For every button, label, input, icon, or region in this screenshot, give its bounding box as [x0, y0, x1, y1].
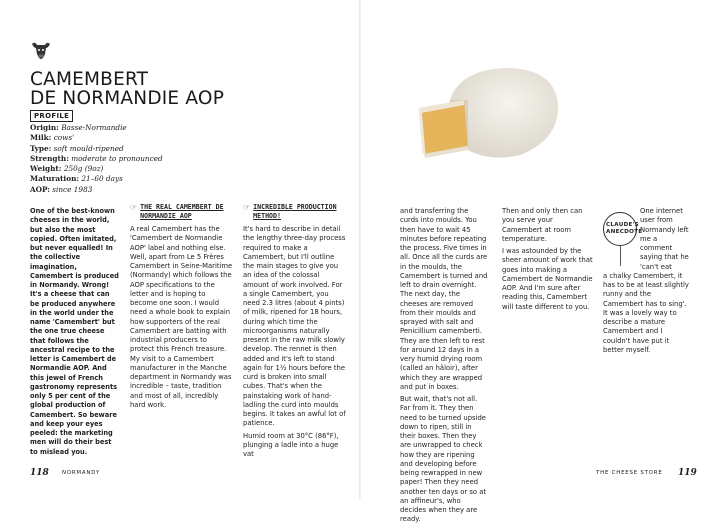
body-paragraph: It's hard to describe in detail the lengthy three-day process required to make a Camembert, but I'll outline the main stages to give you an idea of the colossal amount of work involved. For a single Camembert, you need 2.3 litres (about 4 pints) of milk, ripened for 18 hours, during which time the microorganisms naturally present in the raw milk slowly develop. The rennet is then added and it's left to stand again for 1½ hours before the curd is broken into small cubes. That's when the painstaking work of hand-ladling the curd into moulds begins. It takes an awful lot of patience. [243, 225, 346, 428]
anecdote-text: a chalky Camembert, it has to be at least slightly runny and the Camembert has to sing'. It was a lovely way to describe a mature Camembert and I couldn't have put it better myself. [603, 271, 689, 354]
profile-key: Origin: [30, 123, 59, 132]
pointing-hand-icon: ☞ [243, 203, 251, 212]
profile-row [30, 154, 163, 164]
profile-key: Strength: [30, 153, 69, 163]
profile-row [30, 164, 163, 174]
anecdote-lead: One internet user from Normandy left me a comment saying that he 'can't eat [640, 207, 689, 271]
anecdote-rule [620, 246, 621, 266]
page-gutter [359, 0, 361, 499]
column-production-method [243, 203, 346, 462]
page-number: 118 [30, 468, 49, 478]
intro-paragraph: One of the best-known cheeses in the world, but also the most copied. Often imitated, but never equalled! In the collective imagination, Camembert is produced in Normandy. Wrong! It's a cheese that can be produced anywhere in the world under the name 'Camembert' but the one true cheese that follows the ancestral recipe to the letter is Camembert de Normandie AOP. And this jewel of French gastronomy represents only 5 per cent of the global production of Camembert. So beware and keep your eyes peeled: the marketing men will do their best to mislead you. [30, 207, 119, 456]
title-line: DE NORMANDIE AOP [30, 88, 225, 109]
page-title [30, 70, 224, 108]
body-paragraph: A real Camembert has the 'Camembert de Normandie AOP' label and nothing else. Well, apart from Le 5 Frères Camembert in Seine-Maritime (Normandy) which follows the AOP specifications to the letter and is hoping to become one soon. I would need a whole book to explain how supporters of the real Camembert are batting with industrial producers to protect this French treasure. My visit to a Camembert manufacturer in the Manche department in Normandy was incredible – taste, tradition and most of all, incredibly hard work. [130, 225, 233, 409]
profile-value: moderate to pronounced [71, 153, 163, 163]
profile-row [30, 133, 163, 143]
body-paragraph: Then and only then can you serve your Camembert at room temperature. [502, 207, 583, 243]
column-conclusion [502, 207, 595, 315]
running-head: NORMANDY [62, 470, 100, 476]
profile-row [30, 185, 163, 195]
body-paragraph: Humid room at 30°C (86°F), plunging a ladle into a huge vat [243, 431, 339, 458]
anecdote-badge-text: CLAUDE'S ANECDOTE [606, 222, 643, 235]
profile-value: Basse-Normandie [61, 123, 127, 132]
profile-key: Milk: [30, 133, 52, 143]
title-line: CAMEMBERT [30, 69, 149, 90]
body-paragraph: But wait, that's not all. Far from it. They then need to be turned upside down to ripen, still in their boxes. Then they are unwrapped to check how they are ripening and developing before being rewrapped in new paper! Then they need another ten days or so at an affineur's, who decides when they are ready. [400, 395, 487, 524]
profile-row [30, 174, 163, 184]
profile-key: Type: [30, 143, 52, 153]
pointing-hand-icon: ☞ [130, 203, 138, 212]
column-real-camembert [130, 203, 233, 413]
profile-key: AOP: [30, 184, 50, 194]
anecdote-badge [603, 212, 643, 246]
section-heading-text: THE REAL CAMEMBERT DE NORMANDIE AOP [140, 203, 224, 220]
section-heading-text: INCREDIBLE PRODUCTION METHOD! [253, 203, 337, 220]
profile-value: since 1983 [52, 184, 93, 194]
profile-row [30, 123, 163, 133]
body-paragraph: I was astounded by the sheer amount of work that goes into making a Camembert de Normandie AOP. And I'm sure after reading this, Camembert will taste different to you. [502, 247, 593, 311]
profile-key: Maturation: [30, 174, 80, 184]
running-head: THE CHEESE STORE [596, 470, 663, 476]
profile-list [30, 123, 163, 195]
cow-head-icon [30, 40, 52, 60]
profile-row [30, 144, 163, 154]
profile-value: soft mould-ripened [53, 143, 124, 153]
profile-value: 250g (9oz) [63, 164, 104, 174]
page-number: 119 [678, 468, 697, 478]
body-paragraph: and transferring the curds into moulds. You then have to wait 45 minutes before repeating the process. Five times in all. Once all the curds are in the moulds, the Camembert is turned and left to drain overnight. The next day, the cheeses are removed from their moulds and sprayed with salt and Penicillium camemberti. They are then left to rest for around 12 days in a very humid drying room (called an hâloir), after which they are wrapped and put in boxes. [400, 207, 488, 391]
section-heading [243, 203, 346, 221]
profile-label: PROFILE [30, 110, 73, 122]
profile-key: Weight: [30, 164, 62, 174]
column-continued [400, 207, 488, 528]
camembert-illustration [420, 60, 560, 162]
section-heading [130, 203, 233, 221]
profile-value: 21–60 days [81, 174, 123, 184]
profile-value: cows' [53, 133, 75, 143]
